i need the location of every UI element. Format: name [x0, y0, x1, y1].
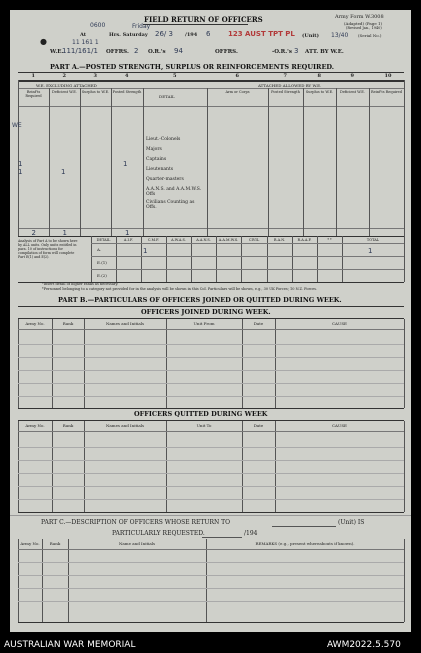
- vline: [336, 88, 337, 236]
- part-c-unit-is: (Unit) IS: [338, 519, 365, 526]
- column-header: Deficient W.E.: [340, 90, 365, 94]
- total-value: 1: [62, 229, 67, 237]
- rank-label: Lieut.-Colonels: [146, 137, 181, 142]
- hline: [18, 473, 404, 474]
- column-header: Surplus to W.E.: [81, 90, 110, 94]
- column-number: 3: [93, 73, 97, 79]
- we-label: W.E.: [50, 49, 64, 55]
- column-number: 1: [31, 73, 35, 79]
- analysis-col-header: * *: [327, 238, 332, 242]
- vline: [268, 88, 269, 236]
- hline: [18, 460, 404, 461]
- att-value: 3: [294, 47, 299, 55]
- column-number: 4: [125, 73, 129, 79]
- att-label: ATT. BY W.E.: [305, 49, 344, 55]
- vline: [111, 88, 112, 236]
- part-a-top-border: [18, 80, 404, 82]
- vline: [404, 236, 405, 282]
- joined-col-header: Army No.: [25, 321, 45, 326]
- analysis-text: Analysis of Part A to be shown here by ALL units. Only units entitled in para. 10 of instructions for compilation of form will complete Part E(1) and E(2).: [18, 239, 78, 259]
- vline: [166, 319, 167, 408]
- vline: [207, 88, 208, 236]
- we-value: 111/161/1: [62, 47, 98, 55]
- hline: [18, 562, 404, 563]
- hw-col1-a: 1: [18, 160, 23, 168]
- hw-col1-b: 1: [18, 168, 23, 176]
- part-b-heading: PART B.—PARTICULARS OF OFFICERS JOINED OR QUITTED DURING WEEK.: [58, 296, 342, 304]
- column-header: Posted Strength: [271, 90, 300, 94]
- hline: [18, 344, 404, 345]
- rank-label: A.A.N.S. and A.A.M.W.S. Offs: [146, 187, 202, 197]
- part-a-rule: [18, 72, 404, 73]
- analysis-row-label: E.(2): [97, 273, 107, 278]
- offrs2-label: OFFRS.: [215, 49, 238, 55]
- hline: [18, 106, 404, 107]
- vline: [18, 539, 19, 622]
- hline: [18, 499, 404, 500]
- note-1: *Insert detail of higher ranks as necessary.: [42, 282, 119, 286]
- analysis-col-header: DETAIL: [96, 238, 111, 242]
- time-value: 0600: [90, 22, 106, 29]
- vline: [18, 80, 19, 236]
- hline: [18, 512, 404, 513]
- offrs-label: OFFRS.: [106, 49, 129, 55]
- vline: [49, 88, 50, 236]
- part-c-unit-line: [272, 526, 336, 527]
- unit-stamp: 123 AUST TPT PL: [228, 30, 295, 38]
- hline: [91, 243, 404, 244]
- hline: [18, 357, 404, 358]
- detail-label: DETAIL: [159, 94, 175, 99]
- analysis-col-header: R.A.N.: [273, 238, 286, 242]
- part-b-rule: [18, 306, 404, 307]
- quitted-rule: [18, 420, 404, 421]
- serial-value: 13/40: [331, 32, 349, 39]
- hline: [18, 601, 404, 602]
- part-c-col-header: Name and Initials: [118, 541, 156, 546]
- analysis-col-header: A.W.A.S.: [171, 238, 186, 242]
- column-header: Reinf'ts Required: [371, 90, 402, 94]
- part-a-heading: PART A.—POSTED STRENGTH, SURPLUS OR REINFORCEMENTS REQUIRED.: [50, 63, 335, 71]
- ors2-label: -O.R.'s: [272, 49, 292, 55]
- quitted-col-header: Names and Initials: [105, 423, 145, 428]
- part-c-heading: PART C.—DESCRIPTION OF OFFICERS WHOSE RETURN TO: [41, 519, 231, 526]
- ors-value: 94: [174, 47, 183, 55]
- form-number: Army Form W.3008: [335, 14, 384, 20]
- hline: [18, 549, 404, 550]
- form-revised: (Revised Jan., 1940): [346, 26, 382, 30]
- analysis-row-label: A.: [97, 247, 102, 252]
- joined-heading: OFFICERS JOINED DURING WEEK.: [141, 308, 271, 316]
- rank-label: Quarter-masters: [146, 177, 184, 182]
- column-header: Arm or Corps: [225, 90, 250, 94]
- vline: [404, 319, 405, 408]
- hline: [18, 622, 404, 623]
- punch-mark: ●: [40, 37, 47, 46]
- joined-col-header: Names and Initials: [105, 321, 145, 326]
- day-value: Friday: [132, 23, 151, 30]
- hline: [18, 588, 404, 589]
- column-number: 6: [235, 73, 239, 79]
- joined-col-header: Rank: [62, 321, 74, 326]
- analysis-aif-value: 1: [143, 247, 148, 255]
- analysis-total-value: 1: [368, 247, 373, 255]
- hline: [18, 575, 404, 576]
- part-c-year: /194: [244, 530, 258, 537]
- hrs-label: Hrs. Saturday: [109, 32, 148, 38]
- vline: [404, 421, 405, 512]
- joined-col-header: Date: [253, 321, 264, 326]
- hline: [18, 228, 404, 229]
- analysis-col-header: CIVIL: [248, 238, 260, 242]
- hline: [18, 396, 404, 397]
- hline: [18, 431, 404, 432]
- attached-allowed-label: ATTACHED ALLOWED BY W.E.: [258, 83, 322, 88]
- vline: [143, 88, 144, 236]
- form-sheet: [10, 10, 411, 632]
- quitted-col-header: Army No.: [25, 423, 45, 428]
- hline: [18, 486, 404, 487]
- part-c-col-header: Rank: [49, 541, 61, 546]
- tear-line: [10, 515, 411, 516]
- analysis-col-header: A.I.F.: [123, 238, 134, 242]
- quitted-col-header: Date: [253, 423, 264, 428]
- column-number: 2: [62, 73, 66, 79]
- footer-left: AUSTRALIAN WAR MEMORIAL: [4, 640, 136, 650]
- year-label: /194: [185, 32, 198, 38]
- column-header: Posted Strength: [112, 90, 142, 94]
- analysis-col-header: C.M.F.: [147, 238, 160, 242]
- form-adapted: (Adapted) (Page 1): [344, 21, 383, 26]
- analysis-col-header: R.A.A.F.: [297, 238, 312, 242]
- serial-label: (Serial No.): [358, 33, 382, 38]
- column-number: 7: [283, 73, 287, 79]
- quitted-col-header: Unit To: [196, 423, 212, 428]
- part-c-col-header: REMARKS (e.g., present whereabouts if known).: [255, 541, 355, 546]
- part-c-col-header: Army No.: [20, 541, 40, 546]
- column-header: Surplus to W.E.: [305, 90, 334, 94]
- column-number: 9: [350, 73, 354, 79]
- part-c-requested: PARTICULARLY REQUESTED.: [112, 530, 205, 537]
- quitted-heading: OFFICERS QUITTED DURING WEEK: [134, 410, 268, 418]
- rank-label: Civilians Counting as Offs.: [146, 200, 195, 210]
- column-number: 5: [173, 73, 177, 79]
- total-value: 1: [125, 229, 130, 237]
- vline: [303, 88, 304, 236]
- vline: [369, 88, 370, 236]
- column-number: 8: [317, 73, 321, 79]
- we-sub-value: 11 161 1: [72, 39, 99, 46]
- hline: [18, 88, 404, 89]
- hline: [18, 408, 404, 409]
- hline: [18, 329, 404, 330]
- hline: [18, 447, 404, 448]
- vline: [275, 319, 276, 408]
- date-value: 26/ 3: [155, 30, 173, 38]
- rank-label: Lieutenants: [146, 167, 174, 172]
- vline: [242, 319, 243, 408]
- quitted-col-header: Rank: [62, 423, 74, 428]
- part-c-date-line: [202, 537, 242, 538]
- hline: [91, 269, 404, 270]
- total-value: 2: [31, 229, 36, 237]
- vline: [80, 88, 81, 236]
- vline: [404, 539, 405, 622]
- quitted-col-header: CAUSE: [332, 423, 347, 428]
- analysis-row-label: E.(1): [97, 260, 107, 265]
- at-label: At: [80, 32, 87, 38]
- joined-col-header: CAUSE: [332, 321, 347, 326]
- joined-rule: [18, 318, 404, 319]
- we-excluding-label: W.E. EXCLUDING ATTACHED: [36, 83, 97, 88]
- rank-label: Captains: [146, 157, 167, 162]
- column-number: 10: [384, 73, 392, 79]
- vline: [84, 319, 85, 408]
- hw-col2: 1: [61, 168, 66, 176]
- analysis-col-header: A.A.M.W.S.: [218, 238, 239, 242]
- hw-we-mark: WE: [12, 122, 22, 129]
- title-underline: [143, 24, 248, 25]
- column-header: Deficient W.E.: [52, 90, 77, 94]
- vline: [18, 319, 19, 408]
- ors-label: O.R.'s: [148, 49, 166, 55]
- hw-col4: 1: [123, 160, 128, 168]
- column-header: Reinf'ts Required: [25, 90, 42, 98]
- rank-label: Majors: [146, 147, 162, 152]
- footer-right: AWM2022.5.570: [327, 640, 401, 650]
- vline: [42, 539, 43, 622]
- joined-col-header: Unit From: [193, 321, 215, 326]
- vline: [52, 319, 53, 408]
- unit-label: (Unit): [302, 33, 319, 39]
- vline: [404, 80, 405, 236]
- year-value: 6: [206, 30, 211, 38]
- hline: [18, 383, 404, 384]
- vline: [206, 539, 207, 622]
- offrs-value: 2: [134, 47, 139, 55]
- hline: [91, 256, 404, 257]
- analysis-col-header: TOTAL: [366, 238, 380, 242]
- form-title: FIELD RETURN OF OFFICERS: [144, 15, 263, 24]
- hline: [18, 370, 404, 371]
- hline: [18, 236, 404, 237]
- note-2: *Personnel belonging to a category not provided for in the analysis will be shown in this Col. Particulars will be shown, e.g., 30 UK Forces; 10 N.Z. Forces.: [42, 287, 318, 291]
- vline: [68, 539, 69, 622]
- analysis-col-header: A.A.N.S.: [196, 238, 211, 242]
